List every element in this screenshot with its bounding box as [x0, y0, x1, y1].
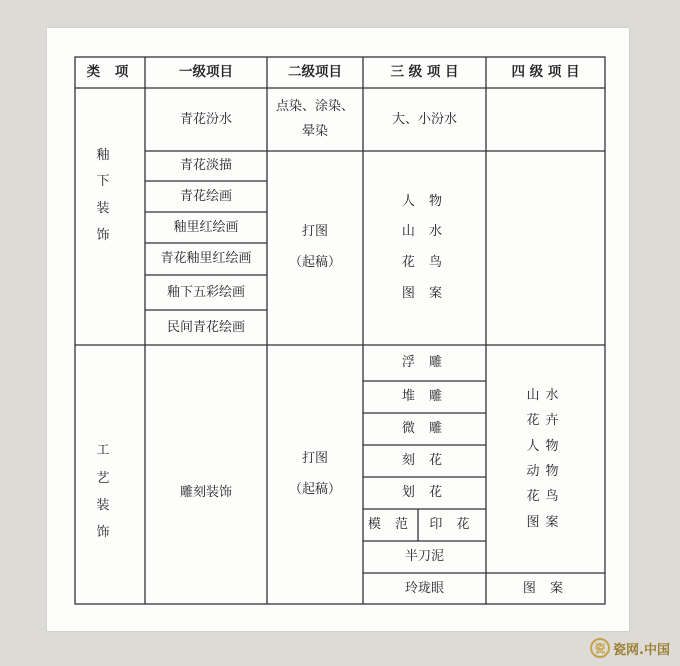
- level1-item: 釉下五彩绘画: [166, 284, 245, 300]
- category-craft: [75, 443, 145, 541]
- level1-item: 青花汾水: [179, 111, 232, 127]
- level3-fenshui: 大、小汾水: [391, 111, 457, 127]
- level4-subject: 人物: [526, 438, 565, 454]
- level4-subject: 花鸟: [526, 489, 565, 505]
- watermark-text: 瓷网.中国: [613, 642, 670, 658]
- category-underglaze-line2: 装 饰: [96, 201, 124, 243]
- level1-item: 釉里红绘画: [173, 219, 239, 235]
- level4-subject: 动物: [526, 464, 565, 479]
- level2-sketch: [267, 151, 363, 345]
- level2-sketch-2: [267, 345, 363, 604]
- level3-carving-item: 刻 花: [401, 453, 448, 469]
- level3-linglong: 玲珑眼: [404, 580, 444, 596]
- level3-subject: 花 鸟: [401, 255, 448, 270]
- header-level4: 四 级 项 目: [511, 64, 580, 81]
- site-watermark: [590, 638, 670, 658]
- header-level1: 一级项目: [179, 64, 233, 81]
- level2-sketch-line1: 打图: [301, 224, 328, 240]
- level2-sketch-2-line1: 打图: [301, 450, 328, 466]
- category-craft-line1: 工 艺: [96, 443, 124, 486]
- header-category: 类 项: [86, 64, 134, 81]
- porcelain-logo-icon: 瓷: [590, 638, 610, 658]
- level1-item: 青花淡描: [179, 158, 232, 174]
- level4-subject: 图案: [526, 514, 565, 530]
- level3-stamp: 印 花: [429, 517, 475, 533]
- level3-carving-item: 浮 雕: [401, 355, 448, 371]
- level4-subject: 花卉: [526, 413, 565, 429]
- level3-subject: 人 物: [401, 193, 448, 209]
- level3-mold: 模 范: [367, 517, 414, 533]
- level2-dyeing-line1: 点染、涂染、: [275, 98, 354, 114]
- level3-carving-item: 堆 雕: [401, 389, 448, 405]
- level2-sketch-2-line2: （起稿）: [288, 481, 341, 497]
- level3-carving-item: 划 花: [401, 485, 448, 501]
- category-underglaze-line1: 釉 下: [96, 147, 124, 190]
- level4-subjects: [486, 345, 605, 573]
- level3-banda-ni: 半刀泥: [404, 549, 444, 565]
- level3-subject: 图 案: [401, 285, 448, 301]
- level1-item: 青花釉里红绘画: [160, 251, 252, 267]
- level2-dyeing: [267, 88, 363, 151]
- level1-item: 民间青花绘画: [166, 319, 245, 335]
- level2-sketch-line2: （起稿）: [288, 255, 341, 270]
- level4-pattern: 图 案: [522, 580, 569, 596]
- level1-item: 青花绘画: [179, 188, 232, 204]
- category-underglaze: [75, 147, 145, 243]
- level4-subject: 山水: [526, 387, 565, 403]
- header-level2: 二级项目: [288, 64, 342, 81]
- level2-dyeing-line2: 晕染: [301, 123, 328, 139]
- level3-carving-item: 微 雕: [401, 421, 448, 437]
- level1-carving: 雕刻装饰: [179, 484, 232, 500]
- level3-subjects: [363, 151, 486, 345]
- header-level3: 三 级 项 目: [390, 64, 459, 81]
- category-craft-line2: 装 饰: [96, 498, 124, 541]
- level3-subject: 山 水: [401, 224, 448, 240]
